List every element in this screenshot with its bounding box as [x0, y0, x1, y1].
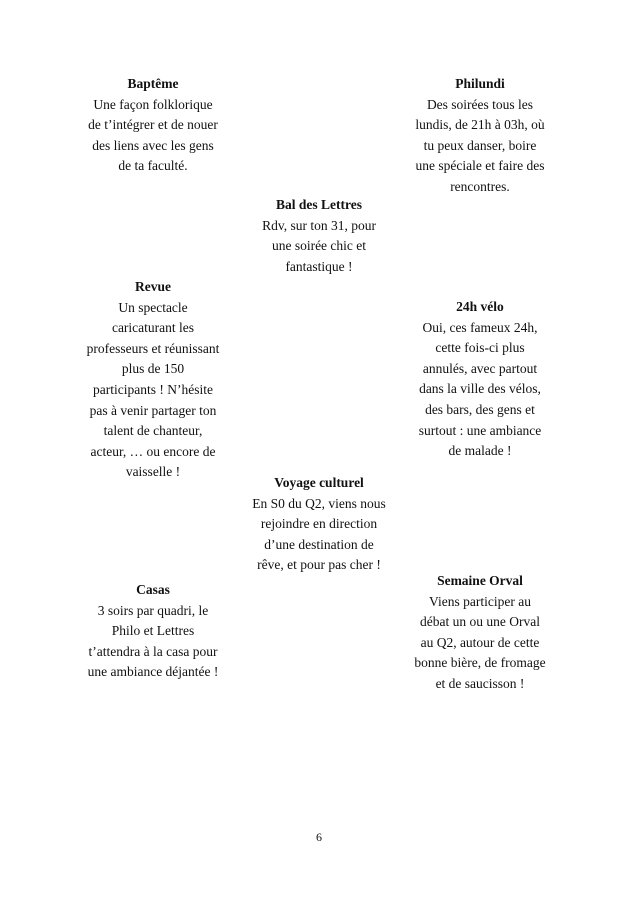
- section-casas-title: Casas: [136, 582, 170, 597]
- section-voyage-title: Voyage culturel: [274, 475, 364, 490]
- section-revue-line: acteur, … ou encore de: [90, 443, 216, 459]
- section-velo-line: annulés, avec partout: [422, 360, 538, 376]
- section-velo-line: surtout : une ambiance: [418, 422, 542, 438]
- section-voyage-culturel: [220, 473, 418, 576]
- section-bal-des-lettres: [222, 195, 416, 277]
- section-revue-line: participants ! N’hésite: [93, 381, 213, 397]
- section-24h-velo: [383, 297, 577, 462]
- section-orval-line: au Q2, autour de cette: [420, 634, 540, 650]
- section-bal-line: fantastique !: [285, 258, 353, 274]
- section-revue-line: vaisselle !: [125, 464, 181, 480]
- section-revue-line: caricaturant les: [111, 320, 195, 336]
- section-revue-line: plus de 150: [121, 361, 185, 377]
- section-philundi-line: une spéciale et faire des: [415, 158, 545, 174]
- section-bapteme-line: des liens avec les gens: [92, 137, 214, 153]
- section-velo-line: des bars, des gens et: [425, 401, 535, 417]
- section-revue: [56, 277, 250, 483]
- section-casas-line: t’attendra à la casa pour: [88, 643, 218, 659]
- section-casas-line: 3 soirs par quadri, le: [97, 602, 209, 618]
- section-philundi-line: lundis, de 21h à 03h, où: [415, 117, 545, 133]
- section-velo-title: 24h vélo: [456, 299, 504, 314]
- section-philundi-line: tu peux danser, boire: [423, 137, 537, 153]
- section-orval-line: bonne bière, de fromage: [414, 655, 546, 671]
- section-voyage-line: d’une destination de: [264, 536, 374, 552]
- section-velo-line: de malade !: [448, 443, 512, 459]
- section-velo-line: dans la ville des vélos,: [419, 381, 541, 397]
- section-bapteme-line: de t’intégrer et de nouer: [88, 117, 218, 133]
- section-philundi-line: Des soirées tous les: [426, 96, 534, 112]
- section-bal-line: une soirée chic et: [271, 238, 367, 254]
- section-semaine-orval: [383, 571, 577, 695]
- section-voyage-line: rêve, et pour pas cher !: [257, 557, 381, 573]
- section-philundi-line: rencontres.: [450, 178, 510, 194]
- section-orval-line: débat un ou une Orval: [420, 614, 540, 630]
- section-revue-line: pas à venir partager ton: [89, 402, 217, 418]
- section-revue-title: Revue: [135, 279, 171, 294]
- section-revue-line: talent de chanteur,: [103, 423, 203, 439]
- section-casas-line: Philo et Lettres: [111, 623, 195, 639]
- page-number: 6: [316, 830, 322, 844]
- section-bal-title: Bal des Lettres: [276, 197, 362, 212]
- section-philundi-title: Philundi: [455, 76, 505, 91]
- section-casas: [56, 580, 250, 683]
- section-revue-line: Un spectacle: [118, 299, 188, 315]
- section-orval-line: Viens participer au: [429, 593, 531, 609]
- section-philundi: [383, 74, 577, 198]
- section-voyage-line: rejoindre en direction: [260, 516, 378, 532]
- section-bapteme: [58, 74, 248, 177]
- section-orval-title: Semaine Orval: [437, 573, 523, 588]
- section-bal-line: Rdv, sur ton 31, pour: [262, 217, 376, 233]
- section-bapteme-title: Baptême: [127, 76, 179, 91]
- section-velo-line: Oui, ces fameux 24h,: [422, 319, 538, 335]
- section-casas-line: une ambiance déjantée !: [87, 664, 219, 680]
- section-voyage-line: En S0 du Q2, viens nous: [252, 495, 386, 511]
- section-orval-line: et de saucisson !: [435, 675, 525, 691]
- section-bapteme-line: de ta faculté.: [118, 158, 188, 174]
- section-revue-line: professeurs et réunissant: [86, 340, 220, 356]
- section-bapteme-line: Une façon folklorique: [93, 96, 213, 112]
- section-velo-line: cette fois-ci plus: [435, 340, 525, 356]
